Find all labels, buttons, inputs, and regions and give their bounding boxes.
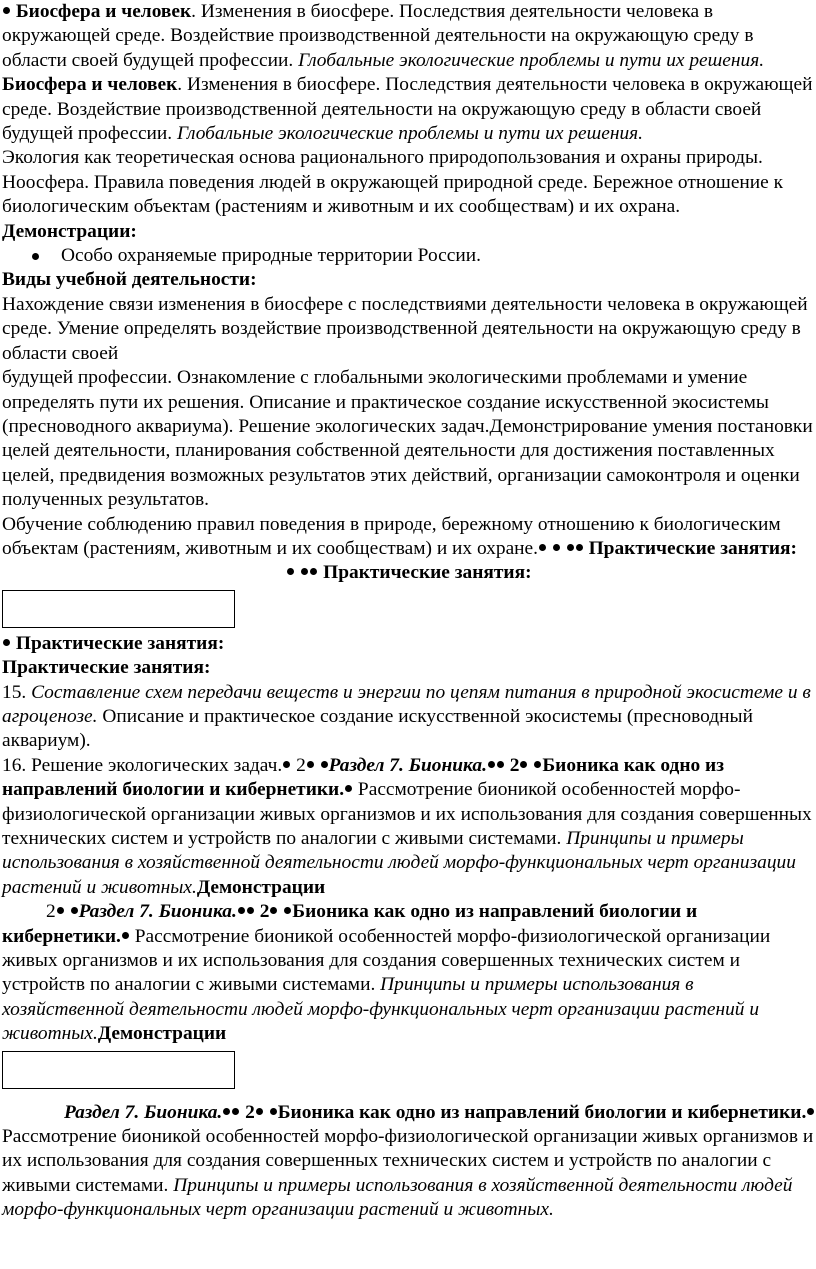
block2-paragraph bbox=[2, 73, 816, 146]
activities-paragraph-2: будущей профессии. Ознакомление с глобальными экологическими проблемами и умение определять пути их решения. Описание и практическое создание искусственной экосистемы (пресноводного аквариума). Решение экологических задач.Демонстрирование умения постановки целей деятельности, планирования собственной деятельности для достижения поставленных целей, предвидения возможных результатов этих действий, организации самоконтроля и оценки полученных результатов. bbox=[2, 367, 813, 511]
bullet-icon bbox=[256, 1108, 263, 1115]
demos-heading: Демонстрации: bbox=[2, 220, 137, 242]
bullet-icon bbox=[321, 761, 328, 768]
demos-list-item: Особо охраняемые природные территории России. bbox=[2, 244, 816, 268]
ecology-paragraph: Экология как теоретическая основа рационального природопользования и охраны природы. Ноосфера. Правила поведения людей в окружающей природной среде. Бережное отношение к биологическим объектам (растениям и животным и их сообществам) и их охрана. bbox=[2, 147, 784, 218]
bullet-icon bbox=[3, 7, 10, 14]
bullet-icon bbox=[553, 544, 560, 551]
bullet-icon bbox=[283, 761, 290, 768]
bullet-icon bbox=[287, 568, 294, 575]
block2-title: Биосфера и человек bbox=[2, 74, 178, 96]
bullet-icon bbox=[247, 907, 254, 914]
behavior-paragraph: Обучение соблюдению правил поведения в природе, бережному отношению к биологическим объектам (растениям, животным и их сообществам) и их охране. Практические занятия: bbox=[2, 513, 798, 559]
bullet-icon bbox=[345, 785, 352, 792]
bullet-icon bbox=[539, 544, 546, 551]
bullet-icon bbox=[223, 1108, 230, 1115]
practical-label: Практические занятия: bbox=[588, 537, 798, 559]
practical-heading: Практические занятия: bbox=[2, 657, 211, 679]
empty-frame bbox=[2, 590, 235, 628]
activities-heading: Виды учебной деятельности: bbox=[2, 269, 257, 291]
block2-text: . Изменения в биосфере. Последствия деятельности человека в окружающей среде. Воздействие производственной деятельности на окружающую среду в области своей будущей профессии. bbox=[2, 74, 813, 145]
bullet-icon bbox=[284, 907, 291, 914]
item-16: 16. Решение экологических задач. 2 Раздел 7. Бионика. 2 Бионика как одно из направлений биологии и кибернетики. Рассмотрение бионикой особенностей морфо-физиологической организации живых организмов и их использования для создания совершенных технических систем и устройств по аналогии с живыми системами. Принципы и примеры использования в хозяйственной деятельности людей морфо-функциональных черт организации растений и животных.Демонстрации bbox=[2, 754, 812, 898]
bullet-icon bbox=[488, 761, 495, 768]
activities-paragraph-1: Нахождение связи изменения в биосфере с последствиями деятельности человека в окружающей среде. Умение определять воздействие производственной деятельности на окружающую среду в области своей bbox=[2, 293, 808, 364]
practical-centered: Практические занятия: bbox=[2, 561, 816, 585]
bullet-icon bbox=[520, 761, 527, 768]
bullet-icon bbox=[3, 639, 10, 646]
bullet-icon bbox=[307, 761, 314, 768]
bullet-icon bbox=[807, 1108, 814, 1115]
bullet-icon bbox=[57, 907, 64, 914]
bionics-repeat-1: 2 Раздел 7. Бионика. 2 Бионика как одно из направлений биологии и кибернетики. Рассмотрение бионикой особенностей морфо-физиологической организации живых организмов и их использования для создания совершенных технических систем и устройств по аналогии с живыми системами. Принципы и примеры использования в хозяйственной деятельности людей морфо-функциональных черт организации растений и животных.Демонстрации bbox=[2, 901, 771, 1045]
block1-title: Биосфера и человек bbox=[15, 1, 192, 22]
bullet-icon bbox=[497, 761, 504, 768]
item-15: 15. Составление схем передачи веществ и энергии по цепям питания в природной экосистеме и в агроценозе. Описание и практическое создание искусственной экосистемы (пресноводный аквариум). bbox=[2, 681, 811, 752]
bullet-icon bbox=[270, 907, 277, 914]
bullet-icon bbox=[238, 907, 245, 914]
bullet-icon bbox=[32, 253, 39, 260]
bullet-icon bbox=[534, 761, 541, 768]
bullet-icon bbox=[567, 544, 574, 551]
bullet-icon bbox=[232, 1108, 239, 1115]
bullet-icon bbox=[270, 1108, 277, 1115]
block2-italic: Глобальные экологические проблемы и пути их решения. bbox=[177, 123, 644, 145]
bullet-icon bbox=[71, 907, 78, 914]
block1-italic: Глобальные экологические проблемы и пути их решения. bbox=[298, 49, 765, 71]
bullet-icon bbox=[310, 568, 317, 575]
bionics-repeat-2: Раздел 7. Бионика. 2 Бионика как одно из направлений биологии и кибернетики. Рассмотрение бионикой особенностей морфо-физиологической организации живых организмов и их использования для создания совершенных технических систем и устройств по аналогии с живыми системами. Принципы и примеры использования в хозяйственной деятельности людей морфо-функциональных черт организации растений и животных. bbox=[2, 1101, 814, 1221]
block1-paragraph bbox=[2, 0, 816, 73]
bullet-icon bbox=[301, 568, 308, 575]
bullet-icon bbox=[122, 932, 129, 939]
block1-text: . Изменения в биосфере. Последствия деятельности человека в окружающей среде. Воздействие производственной деятельности на окружающую среду в области своей будущей профессии. bbox=[2, 1, 754, 71]
bullet-icon bbox=[576, 544, 583, 551]
empty-frame bbox=[2, 1051, 235, 1089]
practical-bullet-line: Практические занятия: bbox=[2, 632, 816, 656]
